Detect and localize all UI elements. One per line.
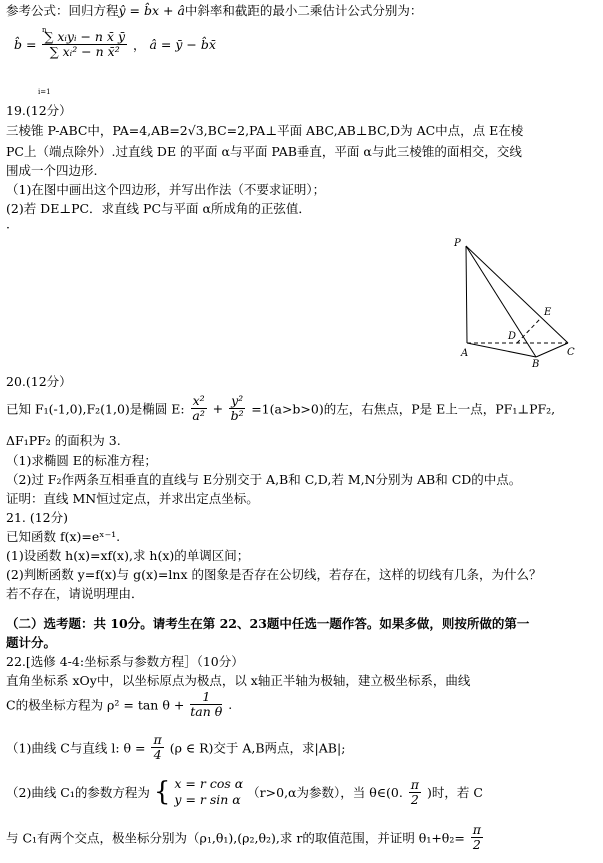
intro-line bbox=[6, 2, 422, 19]
b-hat-fraction bbox=[42, 30, 127, 59]
q21-header: 21. (12分) bbox=[6, 510, 69, 525]
b-hat-denominator: ∑ xᵢ² − n x̄² bbox=[49, 44, 120, 59]
b-hat-formula: b̂ = $\frac{\text{∑ xᵢyᵢ − n x̄ ȳ}}{\text{∑ xᵢ² − n x̄²}}$ ， â = ȳ − b̂x̄ bbox=[14, 29, 216, 59]
q22-part1 bbox=[6, 733, 345, 762]
edge-PB bbox=[466, 246, 536, 357]
segment-DE-dashed bbox=[517, 319, 540, 343]
q20-line1-pre: 已知 F₁(-1,0),F₂(1,0)是椭圆 E: bbox=[6, 401, 185, 417]
label-C: C bbox=[567, 347, 575, 358]
q19-line3: 围成一个四边形. bbox=[6, 163, 98, 178]
edge-BC bbox=[536, 343, 568, 357]
q20-part2b: 证明：直线 MN恒过定点，并求出定点坐标。 bbox=[6, 491, 259, 506]
q19-header: 19.(12分） bbox=[6, 103, 72, 118]
ellipse-x2: x² bbox=[192, 393, 205, 408]
label-B: B bbox=[532, 359, 540, 370]
edge-AB bbox=[467, 343, 536, 357]
q19-line1: 三棱锥 P-ABC中，PA=4,AB=2√3,BC=2,PA⊥平面 ABC,AB⊥BC,D为 AC中点，点 E在棱 bbox=[6, 123, 524, 138]
q22-header: 22.[选修 4-4:坐标系与参数方程］（10分） bbox=[6, 654, 244, 669]
param-y: y = r sin α bbox=[174, 792, 241, 807]
q20-line1: 已知 F₁(-1,0),F₂(1,0)是椭圆 E: $\frac{\text{x²}}{\text{a²}}$ + $\frac{\text{y²}}{\text{b²}}$ =1(a>b>0)的左，右焦点，P是 E上一点，PF₁⊥PF₂, bbox=[6, 393, 556, 423]
frac-tan-theta: tan θ bbox=[190, 704, 223, 719]
intro-text: 参考公式：回归方程 bbox=[6, 3, 119, 18]
q19-part2: (2)若 DE⊥PC．求直线 PC与平面 α所成角的正弦值． bbox=[6, 201, 311, 216]
q20-part1: （1)求椭圆 E的标准方程； bbox=[6, 453, 157, 468]
q21-part2: (2)判断函数 y=f(x)与 g(x)=lnx 的图象是否存在公切线，若存在，这样的切线有几条，为什么？ bbox=[6, 567, 542, 582]
frac-four: 4 bbox=[153, 747, 162, 762]
q19-part1: （1)在图中画出这个四边形，并写出作法（不要求证明）； bbox=[6, 182, 326, 197]
q22-part2-post: )时，若 C bbox=[426, 785, 483, 800]
q19-line2: PC上（端点除外）.过直线 DE 的平面 α与平面 PAB垂直，平面 α与此三棱锥的面相交，交线 bbox=[6, 144, 522, 159]
frac-pi: π bbox=[153, 732, 162, 747]
ellipse-y2: y² bbox=[231, 393, 244, 408]
q22-part2 bbox=[6, 776, 483, 808]
q22-part2-pre: （2)曲线 C₁的参数方程为 bbox=[6, 785, 150, 800]
q22-line1: 直角坐标系 xOy中，以坐标原点为极点，以 x轴正半轴为极轴，建立极坐标系，曲线 bbox=[6, 673, 471, 688]
regression-formula: ŷ = b̂x + â bbox=[118, 3, 185, 18]
section2-title2: 题计分。 bbox=[6, 635, 57, 650]
q21-part2b: 若不存在，请说明理由． bbox=[6, 586, 144, 601]
q22-last bbox=[6, 823, 485, 852]
brace: { bbox=[153, 777, 171, 807]
q22-part1-pre: （1)曲线 C与直线 l: θ = bbox=[6, 740, 146, 756]
q20-part2: （2)过 F₂作两条互相垂直的直线与 E分别交于 A,B和 C,D,若 M,N分别为 AB和 CD的中点。 bbox=[6, 472, 522, 487]
ellipse-b2: b² bbox=[230, 408, 244, 423]
q19-dot: · bbox=[6, 220, 10, 235]
intro-after: 中斜率和截距的最小二乘估计公式分别为： bbox=[184, 3, 423, 18]
frac-pi-2-den: 2 bbox=[410, 791, 419, 807]
sum-range-top: n bbox=[42, 26, 47, 34]
sum-range-bottom: i=1 bbox=[38, 88, 51, 96]
frac-last-two: 2 bbox=[472, 837, 481, 852]
frac-one: 1 bbox=[190, 690, 222, 705]
q22-part1-post: (ρ ∈ R)交于 A,B两点，求|AB|; bbox=[169, 740, 346, 756]
tetrahedron-figure bbox=[448, 233, 588, 373]
ellipse-a2: a² bbox=[192, 408, 205, 423]
edge-PA bbox=[466, 246, 467, 343]
q20-line1-post: =1(a>b>0)的左，右焦点，P是 E上一点，PF₁⊥PF₂, bbox=[251, 401, 556, 417]
frac-last-pi: π bbox=[472, 822, 482, 837]
q22-last-pre: 与 C₁有两个交点，极坐标分别为（ρ₁,θ₁),(ρ₂,θ₂),求 r的取值范围，并证明 θ₁+θ₂= bbox=[6, 830, 465, 846]
b-hat-numerator: ∑ xᵢyᵢ − n x̄ ȳ bbox=[44, 29, 126, 44]
q22-line2: C的极坐标方程为 ρ² = tan θ + $\frac{1}{\text{tan θ}}$ . bbox=[6, 689, 233, 719]
param-x: x = r cos α bbox=[174, 776, 244, 791]
frac-pi-2-num: π bbox=[410, 776, 419, 792]
label-D: D bbox=[508, 331, 517, 342]
edge-PC bbox=[466, 246, 568, 343]
q21-line1: 已知函数 f(x)=eˣ⁻¹. bbox=[6, 529, 121, 544]
label-E: E bbox=[544, 307, 552, 318]
a-hat-formula: â = ȳ − b̂x̄ bbox=[149, 37, 216, 52]
q20-header: 20.(12分） bbox=[6, 374, 72, 389]
q20-line2: ΔF₁PF₂ 的面积为 3. bbox=[6, 433, 121, 448]
label-P: P bbox=[454, 238, 461, 249]
q22-line2-pre: C的极坐标方程为 ρ² = tan θ + bbox=[6, 697, 185, 713]
q22-part2-mid: （r>0,α为参数），当 θ∈(0. bbox=[247, 785, 403, 800]
label-A: A bbox=[461, 348, 469, 359]
q21-part1: (1)设函数 h(x)=xf(x),求 h(x)的单调区间； bbox=[6, 548, 250, 563]
section2-title: （二）选考题：共 10分。请考生在第 22、23题中任选一题作答。如果多做，则按所做的第一 bbox=[6, 616, 530, 631]
